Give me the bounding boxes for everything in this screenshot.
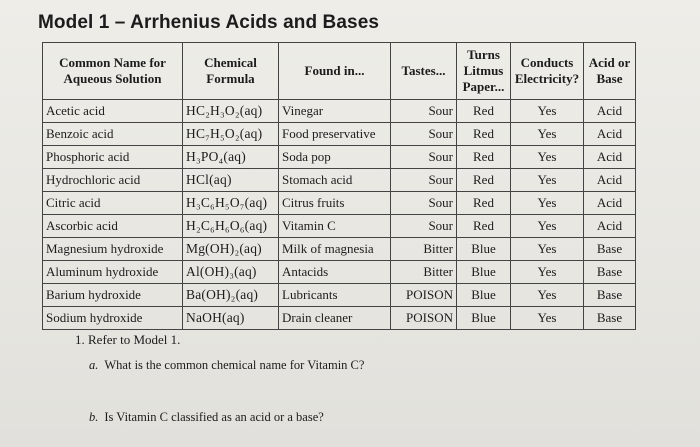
cell-common-name: Magnesium hydroxide xyxy=(43,238,183,261)
cell-formula: H₃PO₄(aq) xyxy=(183,146,279,169)
table-row xyxy=(43,307,636,330)
cell-found-in: Vinegar xyxy=(279,100,391,123)
cell-formula: HC₇H₅O₂(aq) xyxy=(183,123,279,146)
cell-acid-base: Base xyxy=(584,261,636,284)
cell-formula: NaOH(aq) xyxy=(183,307,279,330)
cell-litmus: Blue xyxy=(457,284,511,307)
question-1b-label: b. xyxy=(89,410,99,424)
cell-conducts: Yes xyxy=(511,146,584,169)
table-row xyxy=(43,215,636,238)
cell-common-name: Acetic acid xyxy=(43,100,183,123)
cell-common-name: Phosphoric acid xyxy=(43,146,183,169)
cell-litmus: Blue xyxy=(457,238,511,261)
cell-found-in: Food preservative xyxy=(279,123,391,146)
question-1a xyxy=(89,358,364,373)
cell-acid-base: Base xyxy=(584,284,636,307)
cell-formula: Mg(OH)₂(aq) xyxy=(183,238,279,261)
question-1a-label: a. xyxy=(89,358,99,372)
table-row xyxy=(43,123,636,146)
question-1: 1. Refer to Model 1. xyxy=(75,332,181,347)
model-table xyxy=(42,42,636,330)
cell-found-in: Lubricants xyxy=(279,284,391,307)
header-found-in: Found in... xyxy=(279,43,391,100)
cell-formula: HC₂H₃O₂(aq) xyxy=(183,100,279,123)
header-conducts: Conducts Electricity? xyxy=(511,43,584,100)
cell-litmus: Red xyxy=(457,169,511,192)
cell-found-in: Citrus fruits xyxy=(279,192,391,215)
cell-acid-base: Acid xyxy=(584,146,636,169)
cell-tastes: Sour xyxy=(391,169,457,192)
cell-litmus: Blue xyxy=(457,307,511,330)
cell-acid-base: Acid xyxy=(584,123,636,146)
cell-conducts: Yes xyxy=(511,192,584,215)
cell-tastes: POISON xyxy=(391,284,457,307)
table-row xyxy=(43,169,636,192)
table-row xyxy=(43,192,636,215)
cell-found-in: Soda pop xyxy=(279,146,391,169)
cell-formula: Ba(OH)₂(aq) xyxy=(183,284,279,307)
cell-formula: H₃C₆H₅O₇(aq) xyxy=(183,192,279,215)
cell-found-in: Drain cleaner xyxy=(279,307,391,330)
cell-conducts: Yes xyxy=(511,238,584,261)
question-1a-text: What is the common chemical name for Vitamin C? xyxy=(104,358,365,372)
cell-tastes: Bitter xyxy=(391,238,457,261)
cell-acid-base: Base xyxy=(584,238,636,261)
cell-common-name: Benzoic acid xyxy=(43,123,183,146)
cell-conducts: Yes xyxy=(511,123,584,146)
cell-common-name: Barium hydroxide xyxy=(43,284,183,307)
cell-common-name: Aluminum hydroxide xyxy=(43,261,183,284)
cell-acid-base: Base xyxy=(584,307,636,330)
cell-litmus: Red xyxy=(457,123,511,146)
table-row xyxy=(43,146,636,169)
cell-tastes: Sour xyxy=(391,123,457,146)
cell-found-in: Milk of magnesia xyxy=(279,238,391,261)
cell-conducts: Yes xyxy=(511,261,584,284)
cell-common-name: Sodium hydroxide xyxy=(43,307,183,330)
header-common-name: Common Name for Aqueous Solution xyxy=(43,43,183,100)
cell-found-in: Vitamin C xyxy=(279,215,391,238)
cell-acid-base: Acid xyxy=(584,215,636,238)
cell-formula: Al(OH)₃(aq) xyxy=(183,261,279,284)
page-title: Model 1 – Arrhenius Acids and Bases xyxy=(38,12,380,33)
header-row xyxy=(43,43,636,100)
cell-litmus: Red xyxy=(457,146,511,169)
table-row xyxy=(43,284,636,307)
cell-found-in: Stomach acid xyxy=(279,169,391,192)
cell-tastes: Sour xyxy=(391,192,457,215)
table-row xyxy=(43,261,636,284)
table-row xyxy=(43,100,636,123)
cell-litmus: Red xyxy=(457,215,511,238)
cell-tastes: Sour xyxy=(391,146,457,169)
cell-formula: H₂C₆H₆O₆(aq) xyxy=(183,215,279,238)
question-1b-text: Is Vitamin C classified as an acid or a base? xyxy=(104,410,324,424)
cell-common-name: Citric acid xyxy=(43,192,183,215)
cell-conducts: Yes xyxy=(511,284,584,307)
cell-conducts: Yes xyxy=(511,215,584,238)
question-1b xyxy=(89,410,324,425)
cell-acid-base: Acid xyxy=(584,169,636,192)
cell-tastes: Bitter xyxy=(391,261,457,284)
cell-common-name: Ascorbic acid xyxy=(43,215,183,238)
cell-formula: HCl(aq) xyxy=(183,169,279,192)
cell-litmus: Red xyxy=(457,192,511,215)
cell-conducts: Yes xyxy=(511,100,584,123)
cell-litmus: Blue xyxy=(457,261,511,284)
cell-conducts: Yes xyxy=(511,169,584,192)
header-formula: Chemical Formula xyxy=(183,43,279,100)
header-acid-base: Acid or Base xyxy=(584,43,636,100)
cell-common-name: Hydrochloric acid xyxy=(43,169,183,192)
cell-litmus: Red xyxy=(457,100,511,123)
cell-found-in: Antacids xyxy=(279,261,391,284)
table-row xyxy=(43,238,636,261)
cell-acid-base: Acid xyxy=(584,100,636,123)
cell-conducts: Yes xyxy=(511,307,584,330)
cell-acid-base: Acid xyxy=(584,192,636,215)
header-tastes: Tastes... xyxy=(391,43,457,100)
cell-tastes: POISON xyxy=(391,307,457,330)
header-litmus: Turns Litmus Paper... xyxy=(457,43,511,100)
cell-tastes: Sour xyxy=(391,215,457,238)
cell-tastes: Sour xyxy=(391,100,457,123)
